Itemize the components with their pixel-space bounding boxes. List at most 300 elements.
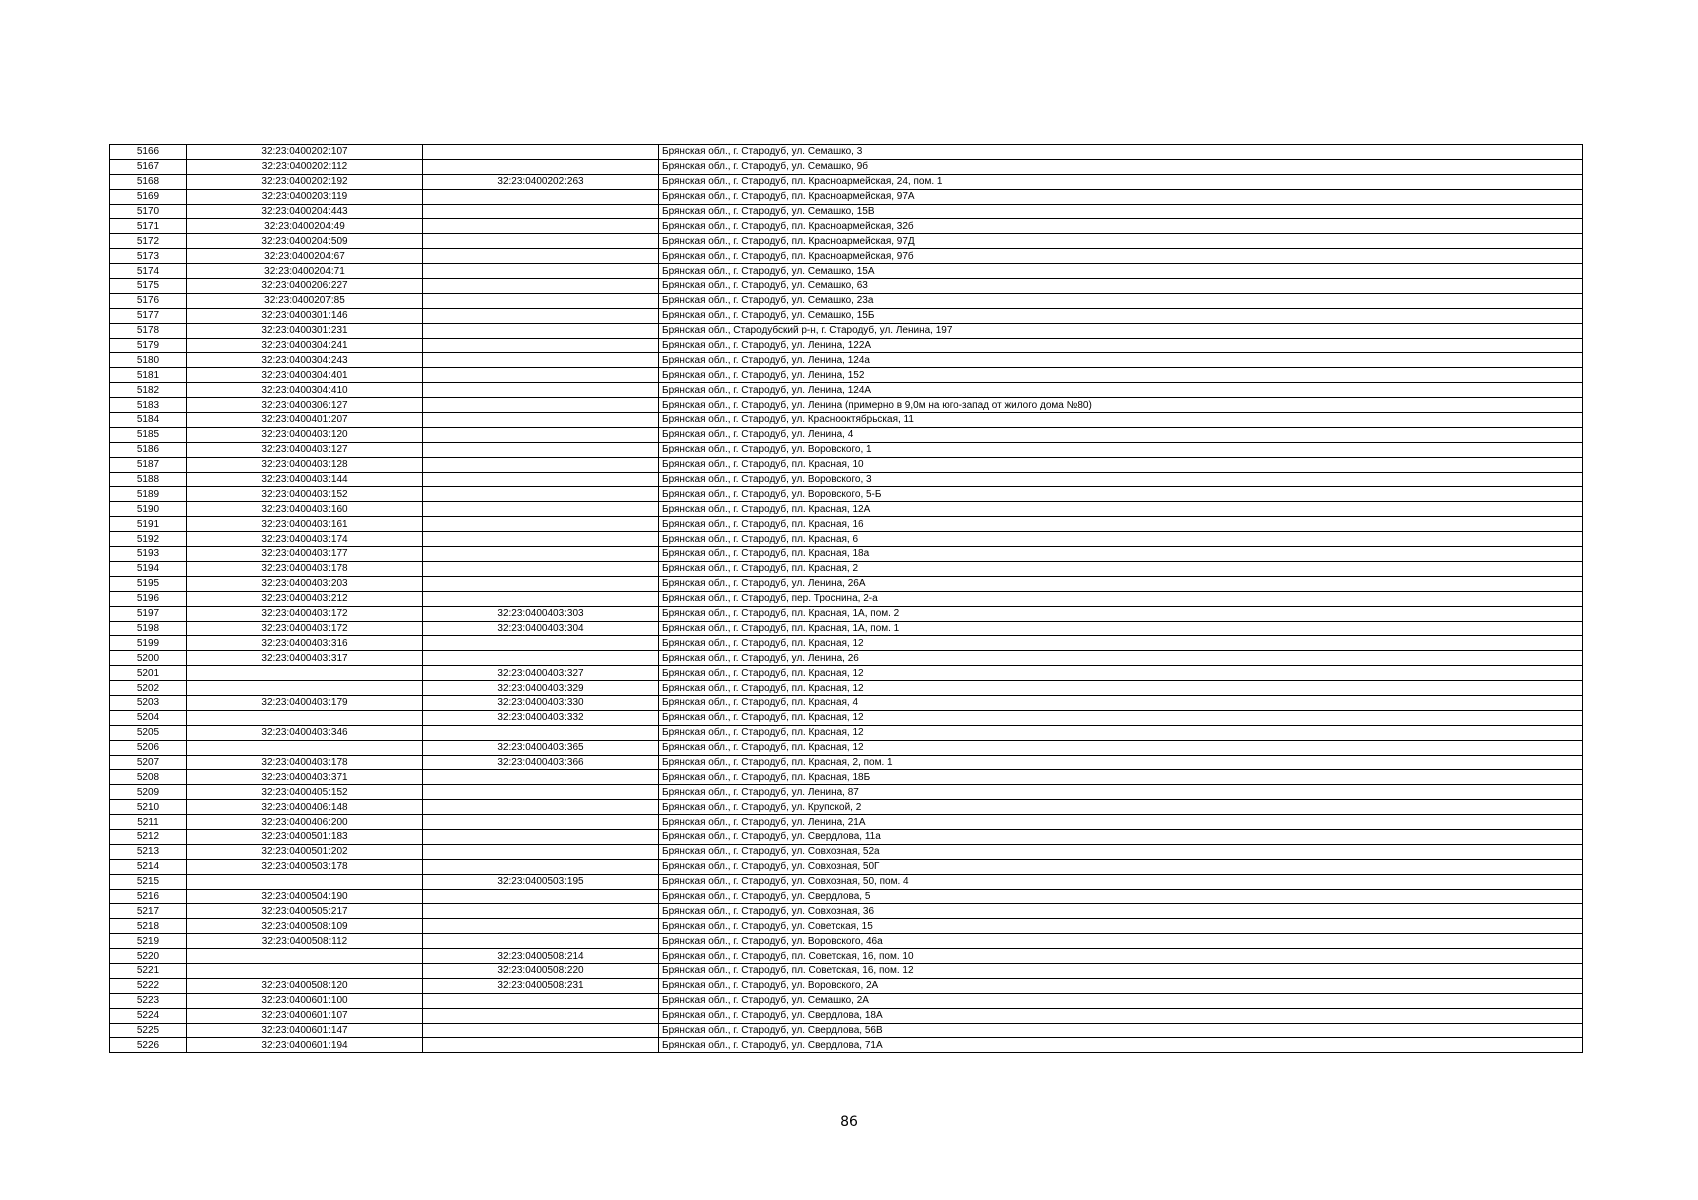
cadastral-number-cell: 32:23:0400204:49 xyxy=(187,219,423,234)
cadastral-number-cell: 32:23:0400403:317 xyxy=(187,651,423,666)
cadastral-number-cell: 32:23:0400508:120 xyxy=(187,978,423,993)
address-cell: Брянская обл., г. Стародуб, пл. Советская, 16, пом. 12 xyxy=(659,963,1583,978)
building-number-cell xyxy=(423,800,659,815)
building-number-cell xyxy=(423,427,659,442)
address-cell: Брянская обл., г. Стародуб, ул. Семашко, 2А xyxy=(659,993,1583,1008)
building-number-cell xyxy=(423,264,659,279)
row-number-cell: 5219 xyxy=(110,934,187,949)
building-number-cell xyxy=(423,189,659,204)
registry-table xyxy=(109,144,1583,1053)
cadastral-number-cell xyxy=(187,681,423,696)
building-number-cell xyxy=(423,815,659,830)
cadastral-number-cell: 32:23:0400403:178 xyxy=(187,755,423,770)
table-row xyxy=(110,636,1583,651)
cadastral-number-cell: 32:23:0400204:71 xyxy=(187,264,423,279)
row-number-cell: 5184 xyxy=(110,413,187,428)
address-cell: Брянская обл., г. Стародуб, пл. Советская, 16, пом. 10 xyxy=(659,949,1583,964)
cadastral-number-cell: 32:23:0400203:119 xyxy=(187,189,423,204)
address-cell: Брянская обл., г. Стародуб, ул. Свердлова, 18А xyxy=(659,1008,1583,1023)
cadastral-number-cell: 32:23:0400301:231 xyxy=(187,323,423,338)
table-row xyxy=(110,174,1583,189)
cadastral-number-cell: 32:23:0400207:85 xyxy=(187,293,423,308)
building-number-cell xyxy=(423,308,659,323)
row-number-cell: 5213 xyxy=(110,844,187,859)
table-row xyxy=(110,874,1583,889)
cadastral-number-cell: 32:23:0400304:241 xyxy=(187,338,423,353)
row-number-cell: 5218 xyxy=(110,919,187,934)
row-number-cell: 5217 xyxy=(110,904,187,919)
cadastral-number-cell: 32:23:0400403:172 xyxy=(187,606,423,621)
building-number-cell xyxy=(423,204,659,219)
cadastral-number-cell: 32:23:0400204:509 xyxy=(187,234,423,249)
address-cell: Брянская обл., г. Стародуб, пл. Красная, 18Б xyxy=(659,770,1583,785)
building-number-cell xyxy=(423,383,659,398)
building-number-cell xyxy=(423,770,659,785)
cadastral-number-cell xyxy=(187,710,423,725)
table-row xyxy=(110,338,1583,353)
cadastral-number-cell: 32:23:0400403:203 xyxy=(187,576,423,591)
address-cell: Брянская обл., г. Стародуб, пл. Красная, 16 xyxy=(659,517,1583,532)
table-row xyxy=(110,666,1583,681)
cadastral-number-cell: 32:23:0400403:120 xyxy=(187,427,423,442)
building-number-cell xyxy=(423,1038,659,1053)
address-cell: Брянская обл., г. Стародуб, пл. Красная, 12 xyxy=(659,710,1583,725)
row-number-cell: 5207 xyxy=(110,755,187,770)
row-number-cell: 5206 xyxy=(110,740,187,755)
table-row xyxy=(110,249,1583,264)
table-row xyxy=(110,934,1583,949)
table-row xyxy=(110,264,1583,279)
table-row xyxy=(110,815,1583,830)
row-number-cell: 5185 xyxy=(110,427,187,442)
cadastral-number-cell: 32:23:0400202:107 xyxy=(187,145,423,160)
table-row xyxy=(110,398,1583,413)
table-row xyxy=(110,1038,1583,1053)
cadastral-number-cell xyxy=(187,666,423,681)
row-number-cell: 5222 xyxy=(110,978,187,993)
building-number-cell xyxy=(423,1023,659,1038)
row-number-cell: 5182 xyxy=(110,383,187,398)
cadastral-number-cell: 32:23:0400601:147 xyxy=(187,1023,423,1038)
cadastral-number-cell xyxy=(187,740,423,755)
table-row xyxy=(110,800,1583,815)
address-cell: Брянская обл., г. Стародуб, ул. Ленина, 124а xyxy=(659,353,1583,368)
address-cell: Брянская обл., г. Стародуб, ул. Свердлова, 11а xyxy=(659,829,1583,844)
building-number-cell: 32:23:0400403:304 xyxy=(423,621,659,636)
row-number-cell: 5214 xyxy=(110,859,187,874)
cadastral-number-cell: 32:23:0400601:100 xyxy=(187,993,423,1008)
cadastral-number-cell: 32:23:0400304:401 xyxy=(187,368,423,383)
table-row xyxy=(110,904,1583,919)
table-row xyxy=(110,949,1583,964)
address-cell: Брянская обл., г. Стародуб, пер. Троснина, 2-а xyxy=(659,591,1583,606)
cadastral-number-cell: 32:23:0400405:152 xyxy=(187,785,423,800)
cadastral-number-cell: 32:23:0400403:161 xyxy=(187,517,423,532)
table-row xyxy=(110,159,1583,174)
building-number-cell: 32:23:0400508:214 xyxy=(423,949,659,964)
table-row xyxy=(110,532,1583,547)
table-row xyxy=(110,889,1583,904)
table-row xyxy=(110,234,1583,249)
row-number-cell: 5190 xyxy=(110,502,187,517)
table-row xyxy=(110,204,1583,219)
cadastral-number-cell: 32:23:0400406:148 xyxy=(187,800,423,815)
row-number-cell: 5179 xyxy=(110,338,187,353)
row-number-cell: 5209 xyxy=(110,785,187,800)
cadastral-number-cell: 32:23:0400503:178 xyxy=(187,859,423,874)
cadastral-number-cell: 32:23:0400403:174 xyxy=(187,532,423,547)
row-number-cell: 5212 xyxy=(110,829,187,844)
address-cell: Брянская обл., Стародубский р-н, г. Стародуб, ул. Ленина, 197 xyxy=(659,323,1583,338)
building-number-cell: 32:23:0400403:327 xyxy=(423,666,659,681)
row-number-cell: 5170 xyxy=(110,204,187,219)
address-cell: Брянская обл., г. Стародуб, пл. Красная, 1А, пом. 1 xyxy=(659,621,1583,636)
building-number-cell xyxy=(423,844,659,859)
registry-sheet xyxy=(109,144,1582,1053)
cadastral-number-cell: 32:23:0400204:443 xyxy=(187,204,423,219)
cadastral-number-cell: 32:23:0400403:212 xyxy=(187,591,423,606)
cadastral-number-cell: 32:23:0400403:128 xyxy=(187,457,423,472)
cadastral-number-cell: 32:23:0400504:190 xyxy=(187,889,423,904)
row-number-cell: 5205 xyxy=(110,725,187,740)
cadastral-number-cell: 32:23:0400403:316 xyxy=(187,636,423,651)
cadastral-number-cell: 32:23:0400403:127 xyxy=(187,442,423,457)
building-number-cell xyxy=(423,591,659,606)
cadastral-number-cell: 32:23:0400306:127 xyxy=(187,398,423,413)
address-cell: Брянская обл., г. Стародуб, ул. Ленина, 26 xyxy=(659,651,1583,666)
building-number-cell xyxy=(423,234,659,249)
address-cell: Брянская обл., г. Стародуб, ул. Совхозная, 50, пом. 4 xyxy=(659,874,1583,889)
building-number-cell xyxy=(423,457,659,472)
building-number-cell xyxy=(423,323,659,338)
table-row xyxy=(110,770,1583,785)
row-number-cell: 5168 xyxy=(110,174,187,189)
building-number-cell xyxy=(423,249,659,264)
building-number-cell xyxy=(423,219,659,234)
table-row xyxy=(110,785,1583,800)
row-number-cell: 5180 xyxy=(110,353,187,368)
cadastral-number-cell: 32:23:0400505:217 xyxy=(187,904,423,919)
address-cell: Брянская обл., г. Стародуб, пл. Красная, 4 xyxy=(659,695,1583,710)
address-cell: Брянская обл., г. Стародуб, ул. Свердлова, 5 xyxy=(659,889,1583,904)
cadastral-number-cell: 32:23:0400601:107 xyxy=(187,1008,423,1023)
row-number-cell: 5174 xyxy=(110,264,187,279)
address-cell: Брянская обл., г. Стародуб, ул. Крупской, 2 xyxy=(659,800,1583,815)
table-row xyxy=(110,219,1583,234)
table-row xyxy=(110,681,1583,696)
building-number-cell xyxy=(423,159,659,174)
table-row xyxy=(110,919,1583,934)
table-row xyxy=(110,279,1583,294)
address-cell: Брянская обл., г. Стародуб, ул. Ленина, 152 xyxy=(659,368,1583,383)
row-number-cell: 5203 xyxy=(110,695,187,710)
cadastral-number-cell: 32:23:0400403:179 xyxy=(187,695,423,710)
address-cell: Брянская обл., г. Стародуб, пл. Красная, 12 xyxy=(659,666,1583,681)
row-number-cell: 5196 xyxy=(110,591,187,606)
row-number-cell: 5195 xyxy=(110,576,187,591)
building-number-cell: 32:23:0400403:366 xyxy=(423,755,659,770)
table-row xyxy=(110,517,1583,532)
building-number-cell xyxy=(423,547,659,562)
address-cell: Брянская обл., г. Стародуб, пл. Красноармейская, 32б xyxy=(659,219,1583,234)
table-row xyxy=(110,740,1583,755)
table-row xyxy=(110,755,1583,770)
building-number-cell xyxy=(423,993,659,1008)
building-number-cell: 32:23:0400503:195 xyxy=(423,874,659,889)
row-number-cell: 5225 xyxy=(110,1023,187,1038)
registry-table-body xyxy=(110,145,1583,1053)
address-cell: Брянская обл., г. Стародуб, ул. Ленина, 124А xyxy=(659,383,1583,398)
address-cell: Брянская обл., г. Стародуб, пл. Красноармейская, 24, пом. 1 xyxy=(659,174,1583,189)
building-number-cell xyxy=(423,398,659,413)
address-cell: Брянская обл., г. Стародуб, пл. Красная, 12 xyxy=(659,740,1583,755)
table-row xyxy=(110,427,1583,442)
row-number-cell: 5216 xyxy=(110,889,187,904)
building-number-cell xyxy=(423,368,659,383)
address-cell: Брянская обл., г. Стародуб, пл. Красная, 12 xyxy=(659,681,1583,696)
building-number-cell xyxy=(423,919,659,934)
cadastral-number-cell: 32:23:0400301:146 xyxy=(187,308,423,323)
table-row xyxy=(110,1023,1583,1038)
cadastral-number-cell xyxy=(187,949,423,964)
row-number-cell: 5226 xyxy=(110,1038,187,1053)
row-number-cell: 5215 xyxy=(110,874,187,889)
building-number-cell xyxy=(423,487,659,502)
cadastral-number-cell: 32:23:0400403:177 xyxy=(187,547,423,562)
table-row xyxy=(110,576,1583,591)
address-cell: Брянская обл., г. Стародуб, ул. Ленина, 4 xyxy=(659,427,1583,442)
building-number-cell xyxy=(423,472,659,487)
address-cell: Брянская обл., г. Стародуб, ул. Свердлова, 56В xyxy=(659,1023,1583,1038)
building-number-cell xyxy=(423,636,659,651)
cadastral-number-cell: 32:23:0400508:109 xyxy=(187,919,423,934)
building-number-cell: 32:23:0400403:365 xyxy=(423,740,659,755)
table-row xyxy=(110,725,1583,740)
building-number-cell xyxy=(423,413,659,428)
row-number-cell: 5192 xyxy=(110,532,187,547)
building-number-cell: 32:23:0400403:329 xyxy=(423,681,659,696)
row-number-cell: 5221 xyxy=(110,963,187,978)
building-number-cell xyxy=(423,338,659,353)
address-cell: Брянская обл., г. Стародуб, ул. Семашко, 9б xyxy=(659,159,1583,174)
cadastral-number-cell xyxy=(187,874,423,889)
table-row xyxy=(110,487,1583,502)
table-row xyxy=(110,993,1583,1008)
building-number-cell xyxy=(423,889,659,904)
row-number-cell: 5194 xyxy=(110,561,187,576)
row-number-cell: 5198 xyxy=(110,621,187,636)
row-number-cell: 5197 xyxy=(110,606,187,621)
building-number-cell xyxy=(423,517,659,532)
row-number-cell: 5223 xyxy=(110,993,187,1008)
address-cell: Брянская обл., г. Стародуб, пл. Красная, 12А xyxy=(659,502,1583,517)
address-cell: Брянская обл., г. Стародуб, ул. Краснооктябрьская, 11 xyxy=(659,413,1583,428)
row-number-cell: 5193 xyxy=(110,547,187,562)
building-number-cell xyxy=(423,502,659,517)
table-row xyxy=(110,710,1583,725)
row-number-cell: 5171 xyxy=(110,219,187,234)
cadastral-number-cell: 32:23:0400501:183 xyxy=(187,829,423,844)
table-row xyxy=(110,145,1583,160)
table-row xyxy=(110,829,1583,844)
cadastral-number-cell: 32:23:0400403:371 xyxy=(187,770,423,785)
address-cell: Брянская обл., г. Стародуб, ул. Совхозная, 52а xyxy=(659,844,1583,859)
cadastral-number-cell: 32:23:0400202:112 xyxy=(187,159,423,174)
address-cell: Брянская обл., г. Стародуб, ул. Совхозная, 36 xyxy=(659,904,1583,919)
address-cell: Брянская обл., г. Стародуб, пл. Красная, 18а xyxy=(659,547,1583,562)
row-number-cell: 5220 xyxy=(110,949,187,964)
address-cell: Брянская обл., г. Стародуб, ул. Семашко, 15В xyxy=(659,204,1583,219)
address-cell: Брянская обл., г. Стародуб, пл. Красная, 2 xyxy=(659,561,1583,576)
building-number-cell xyxy=(423,829,659,844)
cadastral-number-cell: 32:23:0400403:152 xyxy=(187,487,423,502)
table-row xyxy=(110,323,1583,338)
building-number-cell xyxy=(423,532,659,547)
row-number-cell: 5202 xyxy=(110,681,187,696)
address-cell: Брянская обл., г. Стародуб, пл. Красная, 6 xyxy=(659,532,1583,547)
row-number-cell: 5191 xyxy=(110,517,187,532)
address-cell: Брянская обл., г. Стародуб, ул. Советская, 15 xyxy=(659,919,1583,934)
address-cell: Брянская обл., г. Стародуб, пл. Красная, 2, пом. 1 xyxy=(659,755,1583,770)
address-cell: Брянская обл., г. Стародуб, ул. Ленина, 26А xyxy=(659,576,1583,591)
building-number-cell xyxy=(423,651,659,666)
row-number-cell: 5189 xyxy=(110,487,187,502)
row-number-cell: 5208 xyxy=(110,770,187,785)
building-number-cell: 32:23:0400202:263 xyxy=(423,174,659,189)
address-cell: Брянская обл., г. Стародуб, ул. Семашко, 3 xyxy=(659,145,1583,160)
address-cell: Брянская обл., г. Стародуб, пл. Красноармейская, 97б xyxy=(659,249,1583,264)
cadastral-number-cell: 32:23:0400508:112 xyxy=(187,934,423,949)
building-number-cell xyxy=(423,145,659,160)
address-cell: Брянская обл., г. Стародуб, пл. Красная, 12 xyxy=(659,636,1583,651)
cadastral-number-cell: 32:23:0400403:144 xyxy=(187,472,423,487)
row-number-cell: 5176 xyxy=(110,293,187,308)
table-row xyxy=(110,978,1583,993)
address-cell: Брянская обл., г. Стародуб, ул. Ленина (примерно в 9,0м на юго-запад от жилого дома №80) xyxy=(659,398,1583,413)
row-number-cell: 5224 xyxy=(110,1008,187,1023)
row-number-cell: 5200 xyxy=(110,651,187,666)
address-cell: Брянская обл., г. Стародуб, пл. Красная, 10 xyxy=(659,457,1583,472)
building-number-cell xyxy=(423,561,659,576)
cadastral-number-cell: 32:23:0400403:178 xyxy=(187,561,423,576)
address-cell: Брянская обл., г. Стародуб, пл. Красноармейская, 97А xyxy=(659,189,1583,204)
address-cell: Брянская обл., г. Стародуб, ул. Совхозная, 50Г xyxy=(659,859,1583,874)
address-cell: Брянская обл., г. Стародуб, ул. Семашко, 63 xyxy=(659,279,1583,294)
cadastral-number-cell: 32:23:0400403:160 xyxy=(187,502,423,517)
table-row xyxy=(110,606,1583,621)
table-row xyxy=(110,413,1583,428)
row-number-cell: 5187 xyxy=(110,457,187,472)
building-number-cell xyxy=(423,279,659,294)
row-number-cell: 5211 xyxy=(110,815,187,830)
table-row xyxy=(110,963,1583,978)
cadastral-number-cell: 32:23:0400403:346 xyxy=(187,725,423,740)
row-number-cell: 5181 xyxy=(110,368,187,383)
table-row xyxy=(110,189,1583,204)
address-cell: Брянская обл., г. Стародуб, ул. Свердлова, 71А xyxy=(659,1038,1583,1053)
row-number-cell: 5199 xyxy=(110,636,187,651)
building-number-cell xyxy=(423,859,659,874)
table-row xyxy=(110,353,1583,368)
table-row xyxy=(110,293,1583,308)
address-cell: Брянская обл., г. Стародуб, ул. Семашко, 15А xyxy=(659,264,1583,279)
address-cell: Брянская обл., г. Стародуб, пл. Красная, 12 xyxy=(659,725,1583,740)
address-cell: Брянская обл., г. Стародуб, ул. Семашко, 15Б xyxy=(659,308,1583,323)
address-cell: Брянская обл., г. Стародуб, ул. Ленина, 21А xyxy=(659,815,1583,830)
building-number-cell xyxy=(423,353,659,368)
address-cell: Брянская обл., г. Стародуб, ул. Ленина, 122А xyxy=(659,338,1583,353)
row-number-cell: 5186 xyxy=(110,442,187,457)
table-row xyxy=(110,1008,1583,1023)
table-row xyxy=(110,651,1583,666)
row-number-cell: 5201 xyxy=(110,666,187,681)
row-number-cell: 5178 xyxy=(110,323,187,338)
row-number-cell: 5204 xyxy=(110,710,187,725)
row-number-cell: 5173 xyxy=(110,249,187,264)
row-number-cell: 5166 xyxy=(110,145,187,160)
building-number-cell xyxy=(423,442,659,457)
address-cell: Брянская обл., г. Стародуб, пл. Красноармейская, 97Д xyxy=(659,234,1583,249)
cadastral-number-cell: 32:23:0400204:67 xyxy=(187,249,423,264)
table-row xyxy=(110,695,1583,710)
cadastral-number-cell: 32:23:0400403:172 xyxy=(187,621,423,636)
building-number-cell xyxy=(423,293,659,308)
cadastral-number-cell: 32:23:0400304:410 xyxy=(187,383,423,398)
page-number: 86 xyxy=(840,1114,858,1130)
building-number-cell xyxy=(423,904,659,919)
address-cell: Брянская обл., г. Стародуб, ул. Воровского, 3 xyxy=(659,472,1583,487)
table-row xyxy=(110,442,1583,457)
row-number-cell: 5188 xyxy=(110,472,187,487)
cadastral-number-cell: 32:23:0400401:207 xyxy=(187,413,423,428)
address-cell: Брянская обл., г. Стародуб, ул. Воровского, 1 xyxy=(659,442,1583,457)
building-number-cell xyxy=(423,725,659,740)
table-row xyxy=(110,591,1583,606)
cadastral-number-cell: 32:23:0400206:227 xyxy=(187,279,423,294)
row-number-cell: 5167 xyxy=(110,159,187,174)
address-cell: Брянская обл., г. Стародуб, пл. Красная, 1А, пом. 2 xyxy=(659,606,1583,621)
row-number-cell: 5172 xyxy=(110,234,187,249)
table-row xyxy=(110,308,1583,323)
table-row xyxy=(110,621,1583,636)
cadastral-number-cell: 32:23:0400501:202 xyxy=(187,844,423,859)
table-row xyxy=(110,472,1583,487)
building-number-cell xyxy=(423,576,659,591)
row-number-cell: 5169 xyxy=(110,189,187,204)
building-number-cell: 32:23:0400508:220 xyxy=(423,963,659,978)
building-number-cell xyxy=(423,1008,659,1023)
table-row xyxy=(110,502,1583,517)
building-number-cell: 32:23:0400403:303 xyxy=(423,606,659,621)
table-row xyxy=(110,457,1583,472)
address-cell: Брянская обл., г. Стародуб, ул. Семашко, 23а xyxy=(659,293,1583,308)
table-row xyxy=(110,859,1583,874)
cadastral-number-cell: 32:23:0400202:192 xyxy=(187,174,423,189)
table-row xyxy=(110,368,1583,383)
row-number-cell: 5175 xyxy=(110,279,187,294)
cadastral-number-cell: 32:23:0400304:243 xyxy=(187,353,423,368)
cadastral-number-cell xyxy=(187,963,423,978)
row-number-cell: 5177 xyxy=(110,308,187,323)
table-row xyxy=(110,561,1583,576)
table-row xyxy=(110,844,1583,859)
cadastral-number-cell: 32:23:0400601:194 xyxy=(187,1038,423,1053)
address-cell: Брянская обл., г. Стародуб, ул. Воровского, 5-Б xyxy=(659,487,1583,502)
building-number-cell xyxy=(423,785,659,800)
building-number-cell: 32:23:0400508:231 xyxy=(423,978,659,993)
building-number-cell: 32:23:0400403:330 xyxy=(423,695,659,710)
address-cell: Брянская обл., г. Стародуб, ул. Воровского, 46а xyxy=(659,934,1583,949)
